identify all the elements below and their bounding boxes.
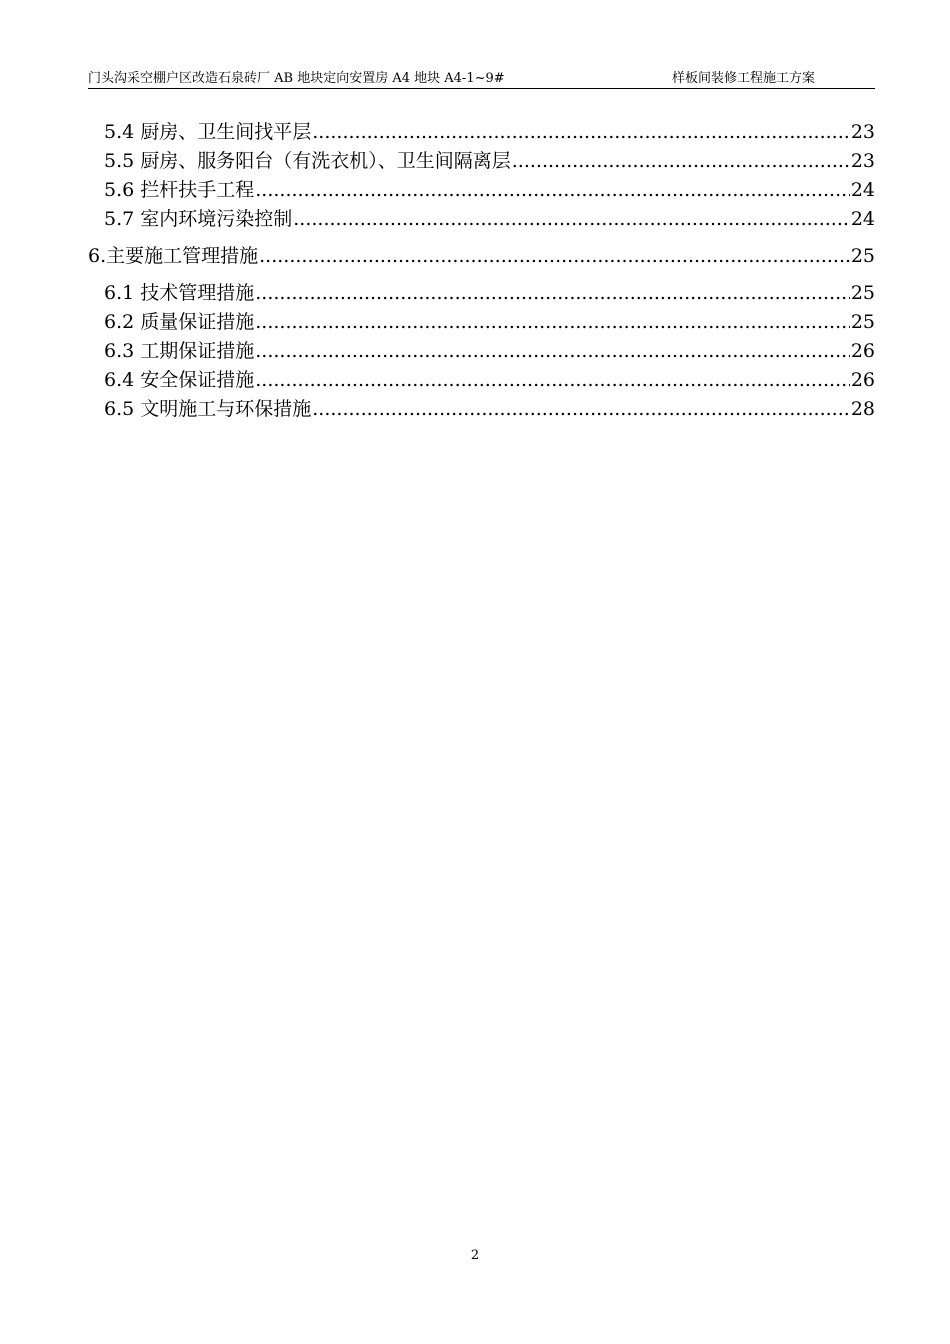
- toc-entry-title: 6.主要施工管理措施: [88, 245, 259, 267]
- toc-entry-page: 23: [850, 121, 875, 143]
- toc-dot-leader: [255, 337, 850, 366]
- toc-entry-title: 6.4 安全保证措施: [104, 369, 255, 391]
- toc-entry-title: 5.4 厨房、卫生间找平层: [104, 121, 312, 143]
- toc-entry-title: 5.5 厨房、服务阳台（有洗衣机）、卫生间隔离层: [104, 150, 511, 172]
- toc-entry-5-6[interactable]: [88, 176, 875, 205]
- toc-dot-leader: [312, 395, 850, 424]
- table-of-contents: [88, 118, 875, 424]
- toc-dot-leader: [512, 147, 850, 176]
- toc-entry-page: 26: [850, 369, 875, 391]
- toc-entry-5-4[interactable]: [88, 118, 875, 147]
- toc-entry-page: 24: [850, 208, 875, 230]
- toc-entry-page: 24: [850, 179, 875, 201]
- page-header: [88, 64, 875, 89]
- toc-dot-leader: [293, 205, 850, 234]
- toc-entry-title: 6.1 技术管理措施: [104, 282, 255, 304]
- toc-dot-leader: [255, 279, 850, 308]
- toc-entry-page: 25: [850, 245, 875, 267]
- toc-entry-title: 6.2 质量保证措施: [104, 311, 255, 333]
- toc-entry-6-2[interactable]: [88, 308, 875, 337]
- toc-dot-leader: [255, 176, 850, 205]
- toc-entry-5-7[interactable]: [88, 205, 875, 234]
- toc-entry-6[interactable]: [88, 242, 875, 271]
- header-document-title: 样板间装修工程施工方案: [672, 71, 816, 86]
- toc-dot-leader: [259, 242, 850, 271]
- toc-entry-title: 6.5 文明施工与环保措施: [104, 398, 312, 420]
- toc-dot-leader: [312, 118, 850, 147]
- toc-entry-page: 25: [850, 311, 875, 333]
- toc-entry-6-4[interactable]: [88, 366, 875, 395]
- toc-entry-page: 25: [850, 282, 875, 304]
- toc-entry-title: 5.6 拦杆扶手工程: [104, 179, 255, 201]
- toc-entry-6-3[interactable]: [88, 337, 875, 366]
- toc-entry-page: 23: [850, 150, 875, 172]
- toc-entry-5-5[interactable]: [88, 147, 875, 176]
- toc-entry-page: 28: [850, 398, 875, 420]
- toc-dot-leader: [255, 308, 850, 337]
- toc-dot-leader: [255, 366, 850, 395]
- header-project-title: 门头沟采空棚户区改造石泉砖厂 AB 地块定向安置房 A4 地块 A4-1~9#: [88, 71, 505, 86]
- toc-entry-6-5[interactable]: [88, 395, 875, 424]
- toc-entry-6-1[interactable]: [88, 279, 875, 308]
- toc-entry-title: 5.7 室内环境污染控制: [104, 208, 293, 230]
- toc-entry-title: 6.3 工期保证措施: [104, 340, 255, 362]
- page-number: 2: [470, 1248, 480, 1263]
- toc-entry-page: 26: [850, 340, 875, 362]
